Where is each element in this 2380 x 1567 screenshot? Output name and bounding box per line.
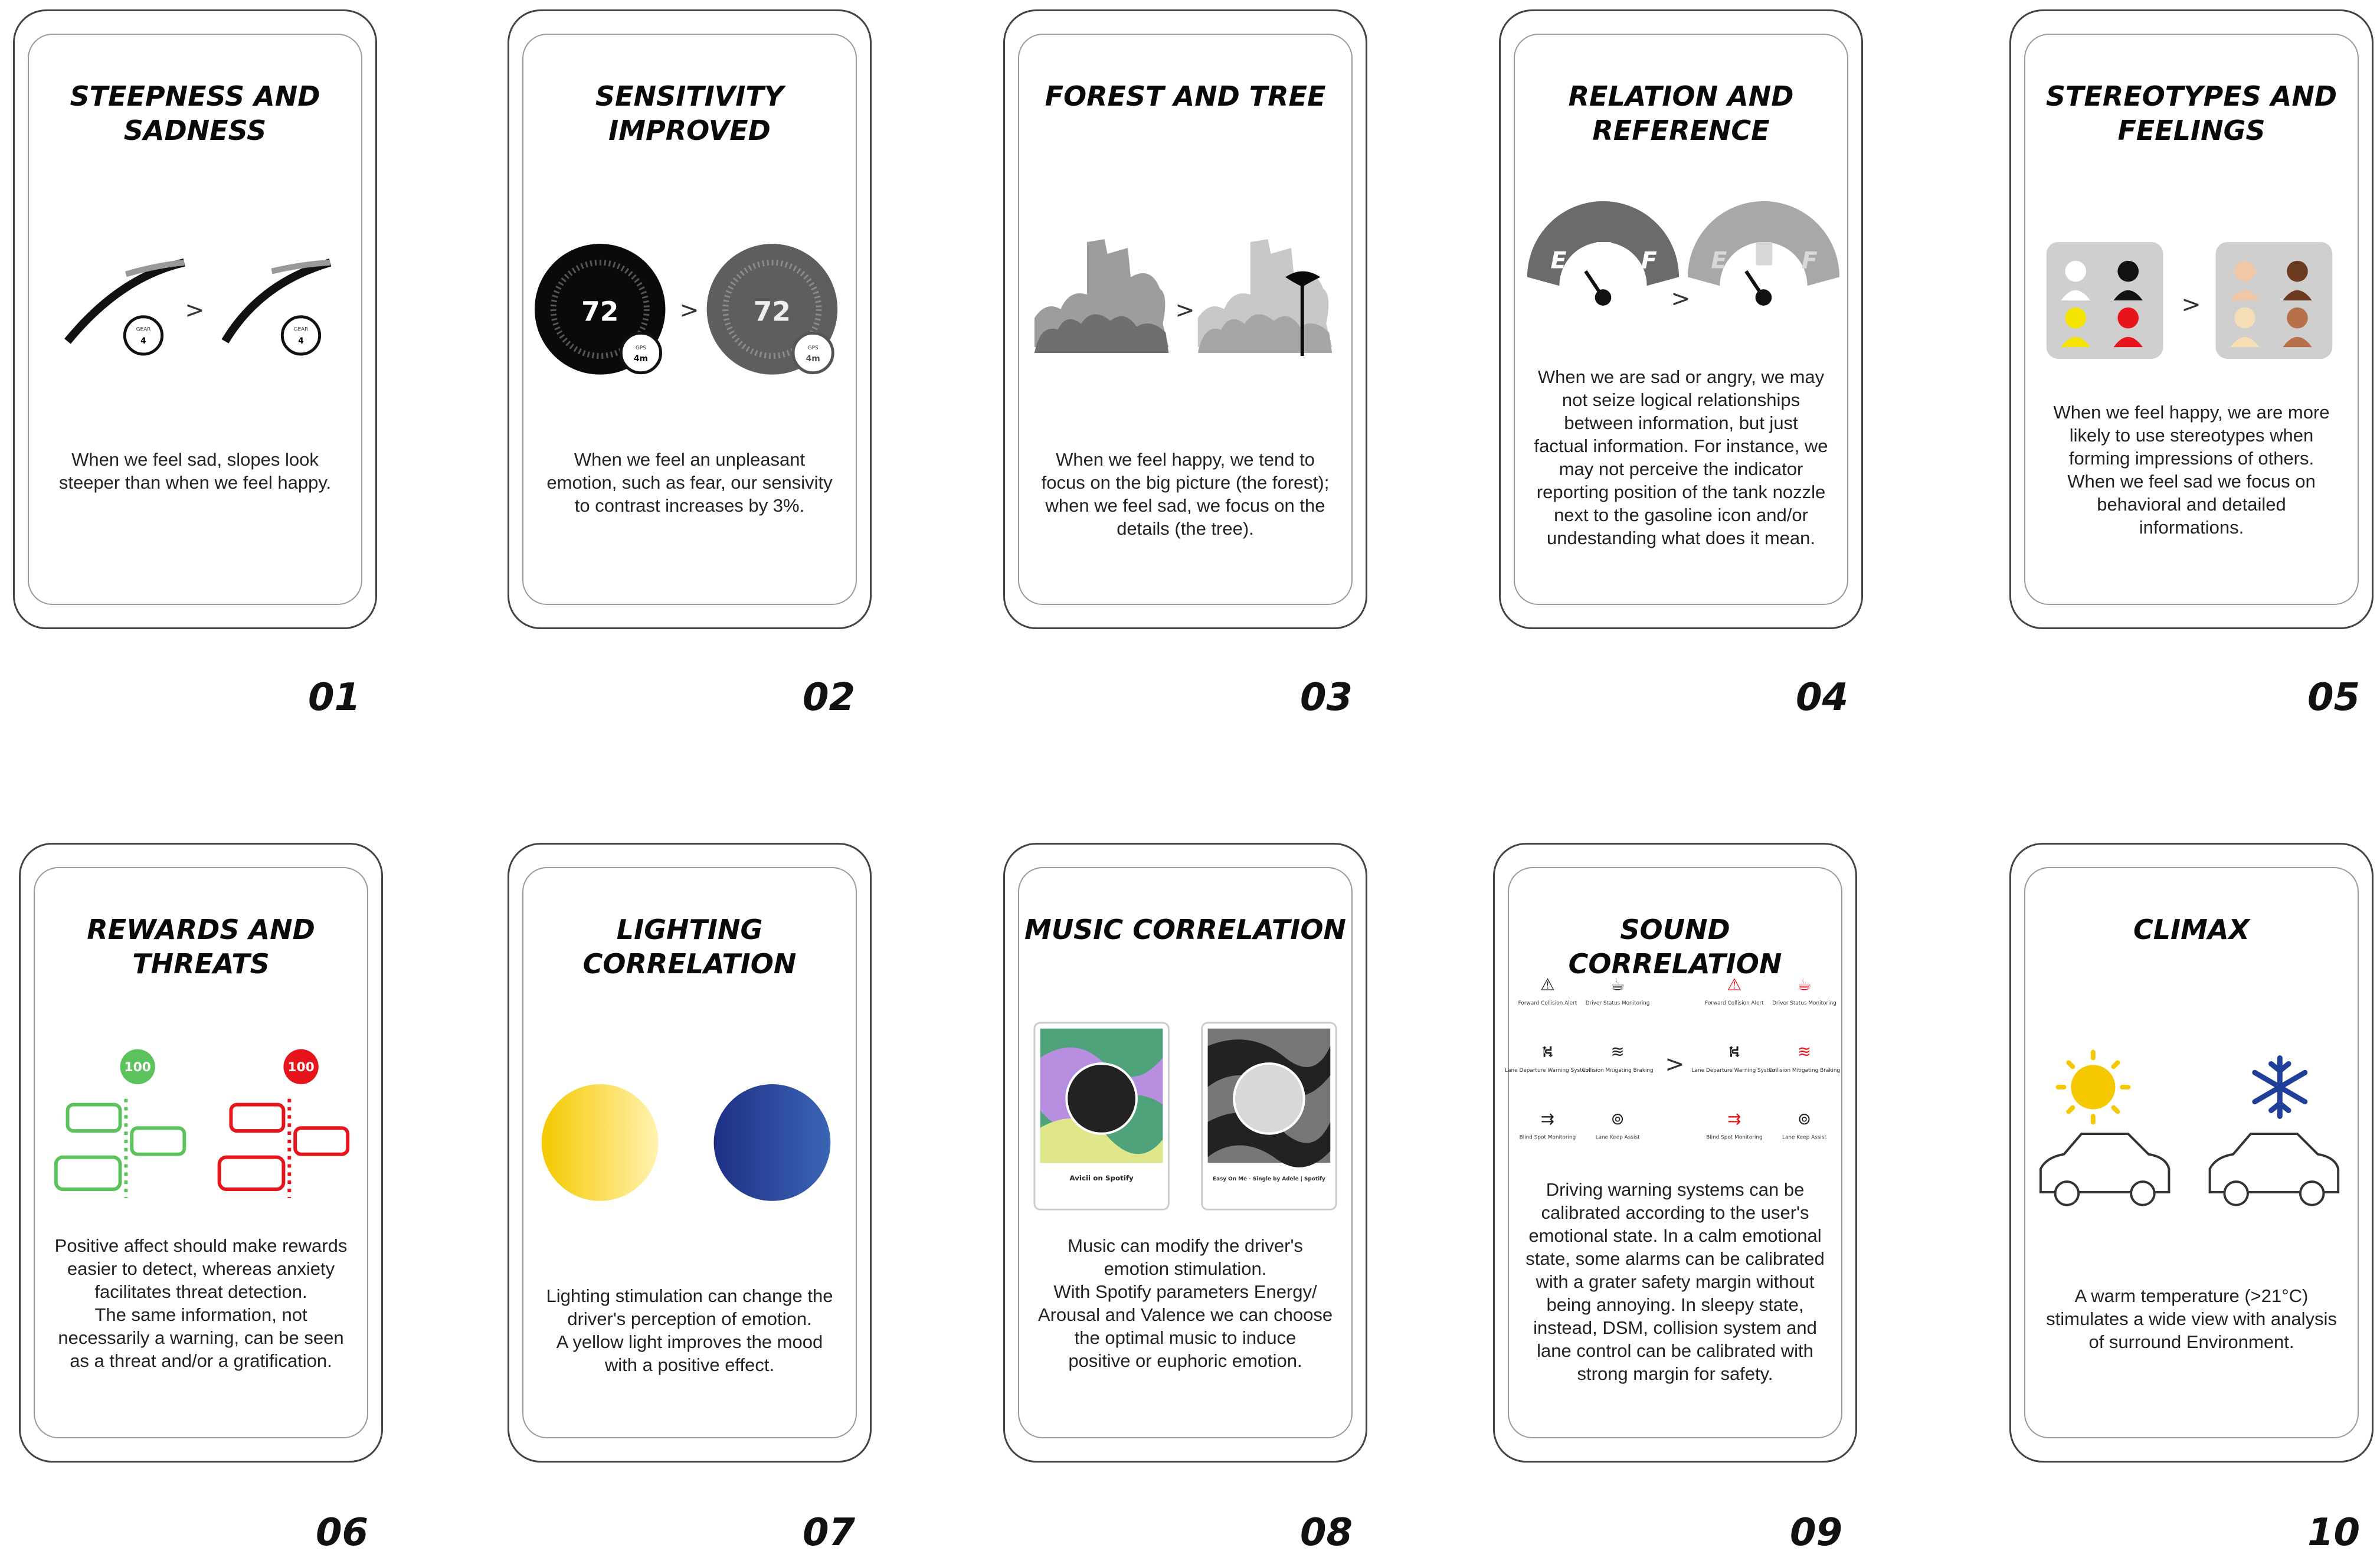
card-title: CLIMAX (2133, 914, 2250, 946)
detailed-group (2216, 242, 2333, 359)
lane-keep-icon: ⊚ (1797, 1108, 1812, 1128)
gear-value: 4 (298, 336, 304, 346)
collision-braking-icon: ≋ (1797, 1042, 1812, 1062)
svg-text:Driver Status Monitoring: Driver Status Monitoring (1585, 1000, 1650, 1007)
fuel-pump-icon (1756, 242, 1773, 266)
card-02 (508, 9, 872, 629)
fuel-pump-icon (1596, 242, 1612, 266)
slope-gauge-happy (67, 263, 184, 354)
svg-text:Lane Departure Warning System: Lane Departure Warning System (1691, 1067, 1777, 1074)
gear-label: GEAR (293, 326, 309, 333)
gauge-comparison (38, 206, 352, 401)
gear-value: 4 (140, 336, 146, 346)
card-number: 06 (316, 1511, 369, 1555)
people-comparison (2035, 206, 2348, 401)
cars-comparison (44, 1039, 358, 1234)
arrow-icon: > (185, 296, 205, 324)
car-outline-icon (2210, 1134, 2339, 1205)
card-04 (1499, 9, 1863, 629)
card-title: REWARDS AND THREATS (87, 914, 315, 980)
forward-collision-icon: ⚠ (1540, 974, 1555, 994)
speedometer-high-contrast (535, 244, 665, 374)
climate-comparison (2035, 1039, 2348, 1234)
driver-status-icon: ☕ (1610, 974, 1625, 994)
arrow-icon: > (2181, 290, 2201, 318)
svg-text:Collision Mitigating Braking: Collision Mitigating Braking (1582, 1067, 1654, 1074)
card-description: A warm temperature (>21°C) stimulates a wide view with analysis of surround Environment. (2046, 1285, 2337, 1352)
card-title: STEEPNESS AND SADNESS (70, 80, 320, 146)
driver-status-icon: ☕ (1797, 974, 1812, 994)
sun-icon (2058, 1052, 2129, 1123)
card-description: When we are sad or angry, we may not seize logical relationships between information, but just factual information. For instance, we may not perceive the indicator reporting position of the tank nozzle next to the gasoline icon and/or undestanding what does it mean. (1534, 367, 1828, 548)
track-title-left: Avicii on Spotify (1069, 1173, 1134, 1182)
svg-text:Lane Keep Assist: Lane Keep Assist (1782, 1134, 1826, 1141)
slope-gauge-sad (225, 263, 330, 354)
arrow-icon: > (1665, 1050, 1685, 1078)
card-number: 08 (1300, 1511, 1353, 1555)
card-01 (13, 9, 377, 629)
empty-label: E (1711, 247, 1727, 274)
full-label: F (1641, 247, 1657, 274)
card-09 (1493, 843, 1857, 1463)
gps-value: 4m (633, 354, 648, 364)
track-title-right: Easy On Me - Single by Adele | Spotify (1212, 1176, 1325, 1182)
gear-label: GEAR (136, 326, 151, 333)
music-comparison (1029, 1022, 1342, 1216)
adas-icons-comparison (1505, 971, 1841, 1166)
blind-spot-icon: ⇉ (1727, 1108, 1741, 1128)
stereotype-group (2047, 242, 2163, 359)
card-number: 04 (1796, 676, 1849, 719)
card-description: Lighting stimulation can change the driver's perception of emotion. A yellow light improves the mood with a positive effect. (546, 1285, 833, 1375)
empty-label: E (1550, 247, 1567, 274)
card-08 (1003, 843, 1367, 1463)
svg-text:Blind Spot Monitoring: Blind Spot Monitoring (1706, 1134, 1763, 1141)
full-label: F (1801, 247, 1818, 274)
card-description: When we feel sad, slopes look steeper than when we feel happy. (58, 449, 332, 493)
card-title: SENSITIVITY IMPROVED (595, 80, 784, 146)
card-07 (508, 843, 872, 1463)
blue-light-circle (714, 1084, 831, 1201)
card-description: When we feel happy, we are more likely to use stereotypes when forming impressions of others. When we feel sad we focus on behavioral and detailed informations. (2053, 402, 2330, 538)
fuel-gauge-faded (1688, 201, 1839, 306)
card-description: Music can modify the driver's emotion stimulation. With Spotify parameters Energy/ Arousal and Valence we can choose the optimal music to induce positive or euphoric emotion. (1037, 1235, 1333, 1371)
adas-icons-calm (1505, 975, 1654, 1141)
card-10 (2009, 843, 2374, 1463)
card-05 (2009, 9, 2374, 629)
lane-departure-icon: ⛕ (1728, 1042, 1741, 1062)
reward-badge: 100 (124, 1060, 151, 1075)
lane-departure-icon: ⛕ (1541, 1042, 1554, 1062)
yellow-light-circle (542, 1084, 659, 1201)
speed-value: 72 (581, 296, 619, 328)
card-title: SOUND CORRELATION (1568, 914, 1782, 980)
gps-label: GPS (635, 345, 646, 352)
speed-value: 72 (753, 296, 791, 328)
arrow-icon: > (1175, 296, 1195, 324)
reward-cars (56, 1049, 185, 1198)
spotify-card-left (1035, 1023, 1168, 1209)
collision-braking-icon: ≋ (1610, 1042, 1625, 1062)
card-03 (1003, 9, 1367, 629)
forward-collision-icon: ⚠ (1727, 974, 1742, 994)
card-number: 05 (2307, 676, 2361, 719)
card-number: 10 (2307, 1511, 2361, 1555)
card-title: FOREST AND TREE (1045, 80, 1326, 112)
speedometer-low-contrast (707, 244, 837, 374)
gps-value: 4m (806, 354, 820, 364)
arrow-icon: > (1671, 284, 1691, 312)
adas-icons-sleepy (1692, 975, 1841, 1141)
tree-focus-icon (1198, 239, 1332, 356)
forest-comparison (1029, 206, 1342, 401)
arrow-icon: > (679, 296, 699, 324)
lighting-comparison (533, 1039, 846, 1234)
svg-text:Forward Collision Alert: Forward Collision Alert (1518, 1000, 1577, 1007)
card-number: 07 (803, 1511, 856, 1555)
svg-text:Lane Departure Warning System: Lane Departure Warning System (1505, 1067, 1590, 1074)
card-title: RELATION AND REFERENCE (1568, 80, 1794, 146)
card-number: 09 (1790, 1511, 1843, 1555)
gps-label: GPS (807, 345, 819, 352)
card-number: 03 (1300, 676, 1353, 719)
spotify-card-right (1202, 1023, 1336, 1209)
card-number: 01 (308, 676, 361, 719)
card-title: MUSIC CORRELATION (1024, 914, 1346, 946)
svg-text:Driver Status Monitoring: Driver Status Monitoring (1772, 1000, 1836, 1007)
card-title: LIGHTING CORRELATION (582, 914, 797, 980)
card-description: Driving warning systems can be calibrated according to the user's emotional state. In a calm emotional state, some alarms can be calibrated with a grater safety margin without being annoying. In sleepy state, instead, DSM, collision system and lane control can be calibrated with strong margin for safety. (1525, 1179, 1825, 1384)
svg-text:Blind Spot Monitoring: Blind Spot Monitoring (1519, 1134, 1576, 1141)
svg-text:Lane Keep Assist: Lane Keep Assist (1595, 1134, 1640, 1141)
car-outline-icon (2041, 1134, 2169, 1205)
card-06 (19, 843, 383, 1463)
threat-cars (220, 1049, 348, 1198)
threat-badge: 100 (287, 1060, 315, 1075)
card-description: When we feel an unpleasant emotion, such as fear, our sensivity to contrast increases by 3%. (546, 449, 833, 516)
snowflake-icon (2255, 1058, 2305, 1117)
svg-text:Forward Collision Alert: Forward Collision Alert (1705, 1000, 1764, 1007)
lane-keep-icon: ⊚ (1610, 1108, 1625, 1128)
card-description: Positive affect should make rewards easier to detect, whereas anxiety facilitates threat detection. The same information, not necessarily a warning, can be seen as a threat and/or a gratification. (54, 1235, 348, 1371)
card-number: 02 (803, 676, 856, 719)
fuel-gauge-clear (1527, 201, 1679, 306)
svg-text:Collision Mitigating Braking: Collision Mitigating Braking (1768, 1067, 1841, 1074)
card-description: When we feel happy, we tend to focus on the big picture (the forest); when we feel sad, we focus on the details (the tree). (1041, 449, 1330, 539)
forest-icon (1035, 239, 1168, 353)
blind-spot-icon: ⇉ (1540, 1108, 1555, 1128)
speedometer-comparison (533, 206, 846, 401)
card-title: STEREOTYPES AND FEELINGS (2045, 80, 2338, 146)
